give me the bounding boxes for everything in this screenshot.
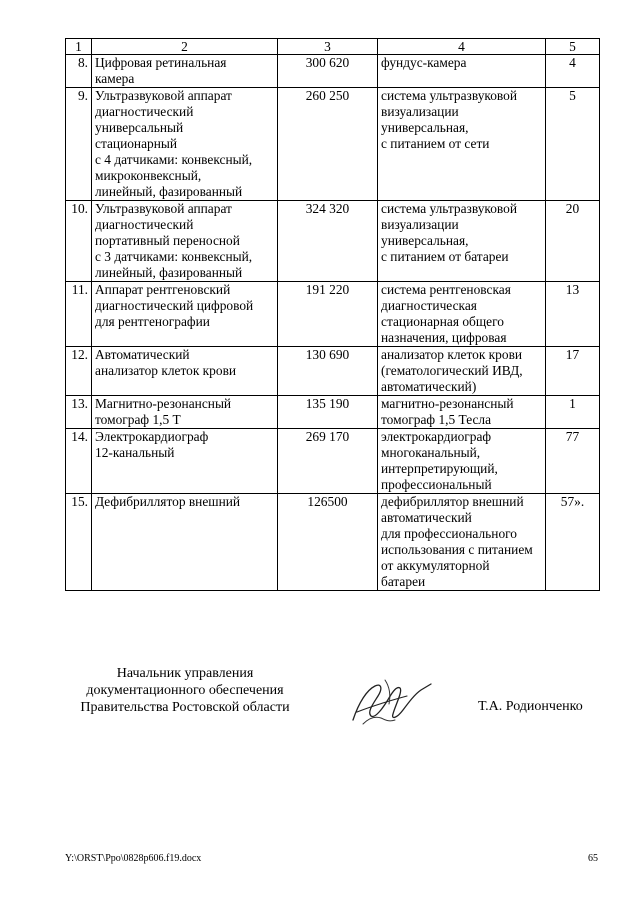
table-row — [66, 282, 600, 347]
equipment-code: 77 — [546, 429, 600, 494]
table-row — [66, 429, 600, 494]
equipment-name: Автоматический анализатор клеток крови — [92, 347, 278, 396]
equipment-code: 13 — [546, 282, 600, 347]
equipment-name: Ультразвуковой аппарат диагностический универсальный стационарный с 4 датчиками: конвексный, микроконвексный, линейный, фазированный — [92, 88, 278, 201]
equipment-type: система рентгеновская диагностическая стационарная общего назначения, цифровая — [378, 282, 546, 347]
equipment-price: 135 190 — [278, 396, 378, 429]
row-number: 13. — [66, 396, 92, 429]
equipment-name: Цифровая ретинальная камера — [92, 55, 278, 88]
equipment-name: Электрокардиограф 12-канальный — [92, 429, 278, 494]
handwritten-signature — [345, 672, 435, 732]
signatory-position: Начальник управления документационного обеспечения Правительства Ростовской области — [80, 666, 290, 715]
table-row — [66, 494, 600, 591]
equipment-type: система ультразвуковой визуализации универсальная, с питанием от батареи — [378, 201, 546, 282]
equipment-price: 300 620 — [278, 55, 378, 88]
row-number: 8. — [66, 55, 92, 88]
equipment-name: Аппарат рентгеновский диагностический цифровой для рентгенографии — [92, 282, 278, 347]
signatory-name: Т.А. Родионченко — [478, 699, 583, 714]
equipment-name: Магнитно-резонансный томограф 1,5 Т — [92, 396, 278, 429]
equipment-type: фундус-камера — [378, 55, 546, 88]
row-number: 10. — [66, 201, 92, 282]
table-row — [66, 396, 600, 429]
header-cell: 2 — [92, 39, 278, 55]
equipment-price: 324 320 — [278, 201, 378, 282]
equipment-price: 130 690 — [278, 347, 378, 396]
equipment-price: 269 170 — [278, 429, 378, 494]
equipment-code: 17 — [546, 347, 600, 396]
table-row — [66, 201, 600, 282]
row-number: 15. — [66, 494, 92, 591]
equipment-code: 57». — [546, 494, 600, 591]
row-number: 9. — [66, 88, 92, 201]
table-row — [66, 55, 600, 88]
row-number: 11. — [66, 282, 92, 347]
header-cell: 5 — [546, 39, 600, 55]
table-row — [66, 88, 600, 201]
equipment-name: Ультразвуковой аппарат диагностический портативный переносной с 3 датчиками: конвексный, линейный, фазированный — [92, 201, 278, 282]
table-row — [66, 347, 600, 396]
header-cell: 1 — [66, 39, 92, 55]
equipment-code: 5 — [546, 88, 600, 201]
equipment-type: анализатор клеток крови (гематологический ИВД, автоматический) — [378, 347, 546, 396]
row-number: 14. — [66, 429, 92, 494]
row-number: 12. — [66, 347, 92, 396]
equipment-price: 126500 — [278, 494, 378, 591]
equipment-code: 1 — [546, 396, 600, 429]
header-cell: 3 — [278, 39, 378, 55]
header-cell: 4 — [378, 39, 546, 55]
equipment-price: 191 220 — [278, 282, 378, 347]
table-header-row — [66, 39, 600, 55]
equipment-type: электрокардиограф многоканальный, интерпретирующий, профессиональный — [378, 429, 546, 494]
equipment-type: дефибриллятор внешний автоматический для профессионального использования с питанием от аккумуляторной батареи — [378, 494, 546, 591]
page-number: 65 — [588, 853, 598, 864]
equipment-type: магнитно-резонансный томограф 1,5 Тесла — [378, 396, 546, 429]
file-path: Y:\ORST\Ppo\0828p606.f19.docx — [65, 853, 202, 864]
equipment-table — [65, 38, 600, 591]
equipment-code: 20 — [546, 201, 600, 282]
equipment-type: система ультразвуковой визуализации универсальная, с питанием от сети — [378, 88, 546, 201]
equipment-price: 260 250 — [278, 88, 378, 201]
equipment-code: 4 — [546, 55, 600, 88]
equipment-name: Дефибриллятор внешний — [92, 494, 278, 591]
